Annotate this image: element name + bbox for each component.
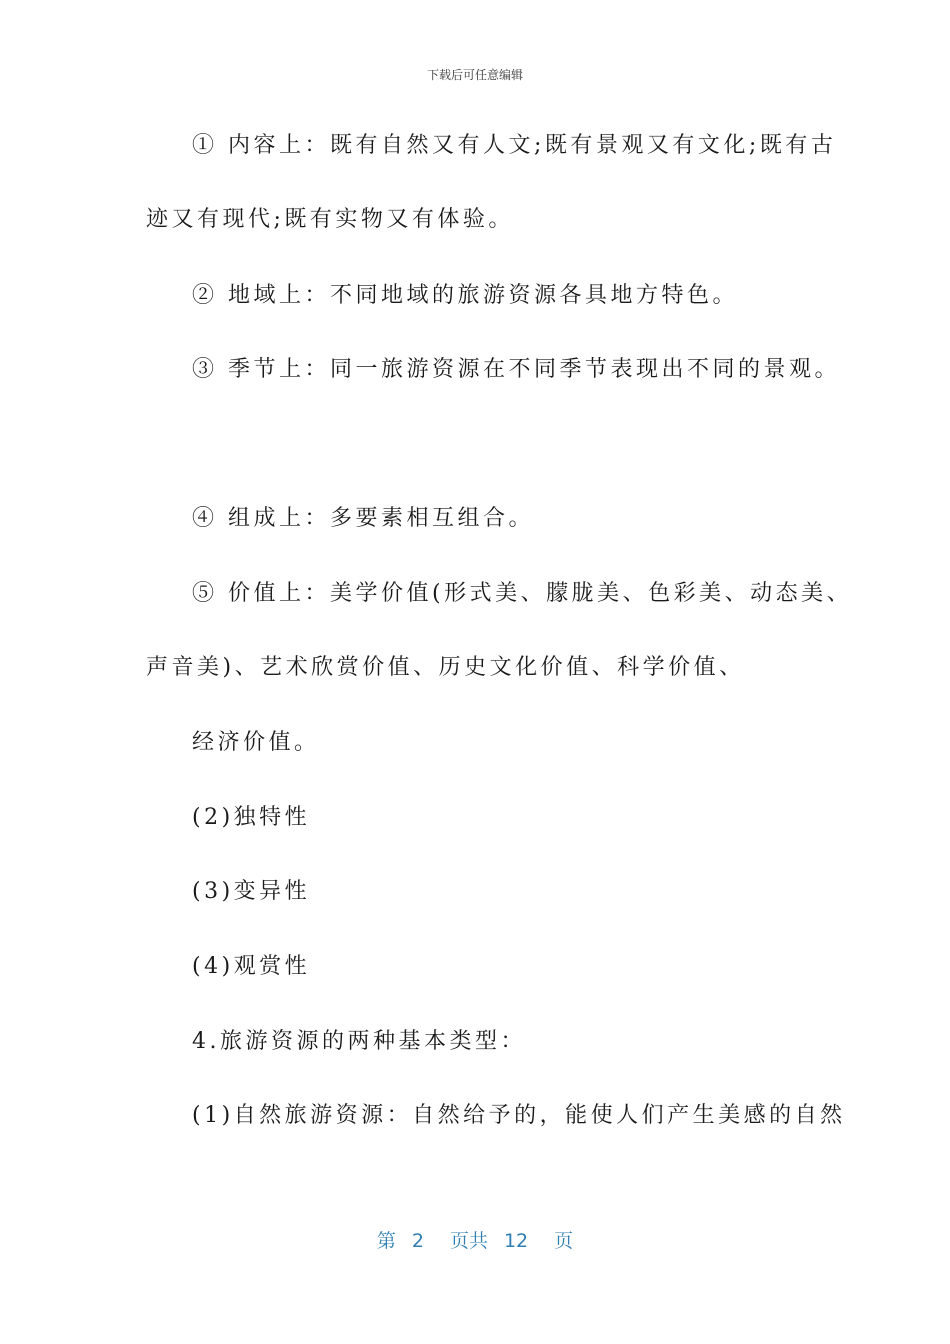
- paragraph-line: ② 地域上：不同地域的旅游资源各具地方特色。: [192, 283, 738, 308]
- paragraph-line: ④ 组成上：多要素相互组合。: [192, 506, 534, 531]
- footer-suffix: 页: [554, 1230, 574, 1252]
- paragraph-line: 声音美)、艺术欣赏价值、历史文化价值、科学价值、: [146, 655, 745, 680]
- page-footer: [0, 1226, 950, 1253]
- footer-prefix: 第: [376, 1230, 396, 1252]
- footer-total-pages: 12: [503, 1230, 529, 1252]
- paragraph-line: ① 内容上：既有自然又有人文;既有景观又有文化;既有古: [192, 133, 837, 158]
- footer-middle: 页共: [449, 1230, 488, 1252]
- paragraph-line: ⑤ 价值上：美学价值(形式美、朦胧美、色彩美、动态美、: [192, 581, 853, 606]
- paragraph-line: ③ 季节上：同一旅游资源在不同季节表现出不同的景观。: [192, 357, 840, 382]
- list-item: (4)观赏性: [192, 954, 311, 979]
- list-item: (2)独特性: [192, 805, 311, 830]
- paragraph-line: 迹又有现代;既有实物又有体验。: [146, 207, 514, 232]
- section-heading: 4.旅游资源的两种基本类型：: [192, 1029, 526, 1054]
- paragraph-line: (1)自然旅游资源：自然给予的，能使人们产生美感的自然: [192, 1103, 846, 1128]
- paragraph-line: 经济价值。: [192, 730, 320, 755]
- list-item: (3)变异性: [192, 879, 311, 904]
- header-note: 下载后可任意编辑: [426, 68, 523, 82]
- footer-page-number: 2: [411, 1230, 424, 1252]
